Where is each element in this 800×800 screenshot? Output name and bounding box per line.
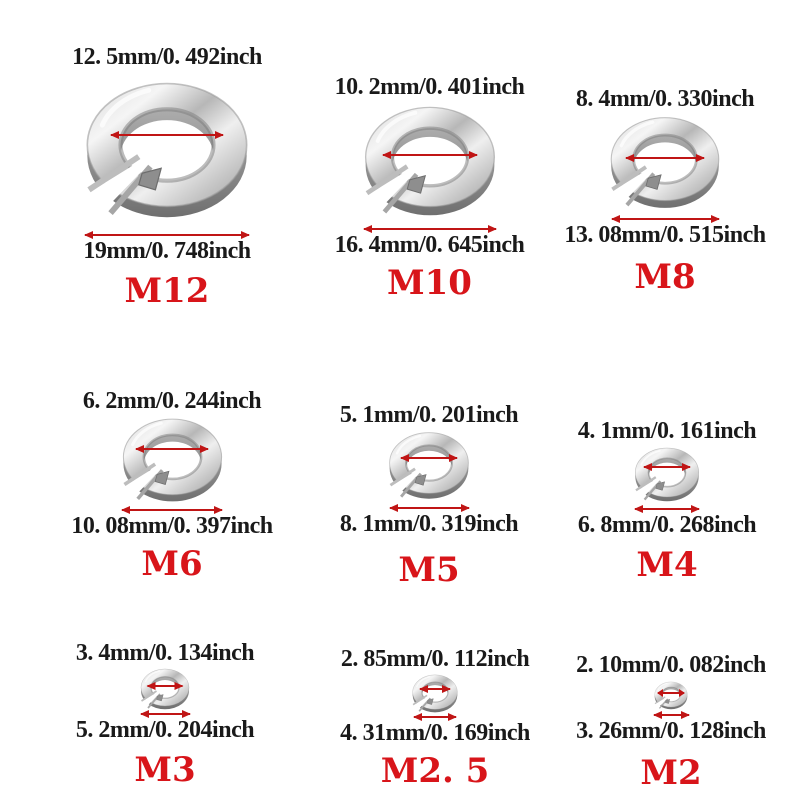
lock-washer-image — [121, 415, 224, 505]
inner-diameter-arrow — [420, 688, 450, 690]
outer-diameter-arrow — [85, 234, 249, 236]
lock-washer-image — [411, 673, 459, 714]
spec-panel-m12 — [38, 44, 296, 311]
inner-diameter-label: 10. 2mm/0. 401inch — [334, 74, 525, 100]
size-label: M2. 5 — [380, 751, 490, 791]
size-label: M4 — [636, 545, 698, 585]
outer-diameter-label: 10. 08mm/0. 397inch — [71, 513, 273, 539]
outer-diameter-arrow — [141, 713, 190, 715]
spec-panel-m2-5 — [326, 646, 544, 791]
outer-diameter-label: 16. 4mm/0. 645inch — [334, 232, 525, 258]
inner-diameter-label: 6. 2mm/0. 244inch — [82, 388, 262, 414]
inner-diameter-label: 2. 10mm/0. 082inch — [576, 652, 766, 678]
inner-diameter-label: 4. 1mm/0. 161inch — [577, 418, 757, 444]
size-label: M6 — [141, 544, 203, 584]
outer-diameter-label: 6. 8mm/0. 268inch — [577, 512, 757, 538]
inner-diameter-label: 12. 5mm/0. 492inch — [72, 44, 262, 70]
spec-panel-m8 — [556, 86, 774, 297]
size-label: M10 — [387, 263, 472, 303]
outer-diameter-label: 8. 1mm/0. 319inch — [339, 511, 519, 537]
washer-photo — [654, 680, 688, 711]
size-label: M5 — [398, 550, 460, 590]
inner-diameter-label: 5. 1mm/0. 201inch — [339, 402, 519, 428]
washer-photo — [121, 415, 224, 505]
lock-washer-image — [360, 102, 500, 220]
outer-diameter-label: 5. 2mm/0. 204inch — [75, 717, 255, 743]
size-label: M2 — [640, 753, 702, 793]
inner-diameter-arrow — [401, 457, 457, 459]
inner-diameter-arrow — [383, 154, 477, 156]
washer-photo — [84, 74, 250, 226]
outer-diameter-label: 3. 26mm/0. 128inch — [576, 718, 766, 744]
outer-diameter-arrow — [414, 716, 456, 718]
inner-diameter-label: 2. 85mm/0. 112inch — [340, 646, 530, 672]
washer-photo — [360, 102, 500, 220]
outer-diameter-arrow — [390, 507, 469, 509]
spec-panel-m3 — [56, 640, 274, 790]
lock-washer-image — [634, 445, 700, 504]
inner-diameter-arrow — [626, 157, 704, 159]
inner-diameter-arrow — [658, 692, 684, 694]
inner-diameter-arrow — [136, 448, 208, 450]
outer-diameter-arrow — [612, 218, 719, 220]
outer-diameter-label: 19mm/0. 748inch — [83, 238, 251, 264]
size-label: M3 — [134, 750, 196, 790]
spec-panel-m5 — [320, 402, 538, 590]
washer-photo — [139, 667, 191, 711]
outer-diameter-arrow — [654, 714, 689, 716]
outer-diameter-arrow — [635, 508, 699, 510]
spec-panel-m6 — [46, 388, 298, 584]
size-label: M8 — [634, 257, 696, 297]
inner-diameter-label: 8. 4mm/0. 330inch — [575, 86, 755, 112]
lock-washer-image — [609, 113, 721, 212]
inner-diameter-arrow — [148, 685, 183, 687]
lock-washer-image — [84, 74, 250, 226]
washer-photo — [634, 445, 700, 504]
size-label: M12 — [124, 271, 210, 311]
washer-photo — [411, 673, 459, 714]
washer-photo — [388, 429, 470, 502]
inner-diameter-arrow — [644, 466, 690, 468]
inner-diameter-label: 3. 4mm/0. 134inch — [75, 640, 255, 666]
spec-panel-m10 — [312, 74, 547, 303]
spec-panel-m4 — [566, 418, 768, 585]
outer-diameter-label: 4. 31mm/0. 169inch — [340, 720, 530, 746]
inner-diameter-arrow — [111, 134, 223, 136]
outer-diameter-arrow — [364, 228, 496, 230]
spec-panel-m2 — [564, 652, 778, 793]
lock-washer-image — [388, 429, 470, 502]
outer-diameter-arrow — [122, 509, 222, 511]
outer-diameter-label: 13. 08mm/0. 515inch — [564, 222, 766, 248]
washer-photo — [609, 113, 721, 212]
